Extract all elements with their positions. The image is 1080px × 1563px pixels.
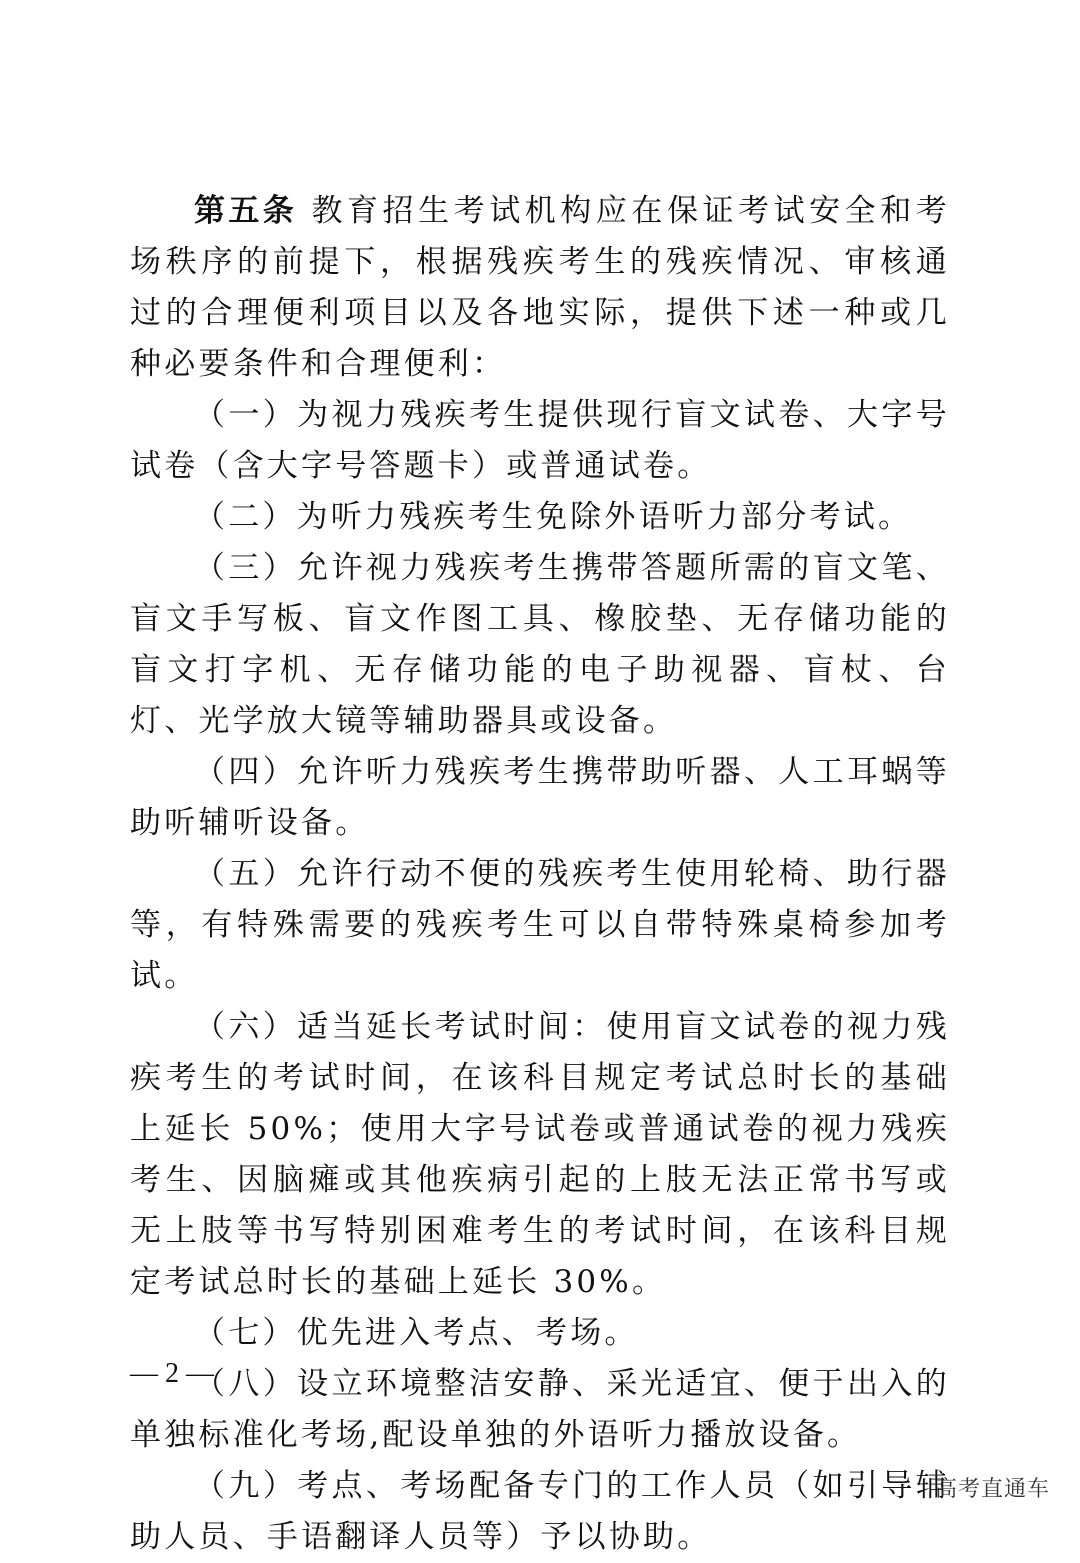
list-item-7: （七）优先进入考点、考场。 [194, 1315, 639, 1351]
watermark-text: 高考直通车 [934, 1477, 1050, 1502]
document-body [130, 186, 950, 1563]
list-item-2: （二）为听力残疾考生免除外语听力部分考试。 [194, 499, 913, 535]
list-item-8: （八）设立环境整洁安静、采光适宜、便于出入的单独标准化考场,配设单独的外语听力播放设备。 [130, 1366, 950, 1453]
list-item-3: （三）允许视力残疾考生携带答题所需的盲文笔、盲文手写板、盲文作图工具、橡胶垫、无存储功能的盲文打字机、无存储功能的电子助视器、盲杖、台灯、光学放大镜等辅助器具或设备。 [130, 550, 950, 739]
list-item-6: （六）适当延长考试时间：使用盲文试卷的视力残疾考生的考试时间，在该科目规定考试总时长的基础上延长 50%；使用大字号试卷或普通试卷的视力残疾考生、因脑瘫或其他疾病引起的上肢无法正常书写或无上肢等书写特别困难考生的考试时间，在该科目规定考试总时长的基础上延长 30%。 [130, 1009, 950, 1300]
article-paragraph [130, 186, 950, 390]
list-item-5: （五）允许行动不便的残疾考生使用轮椅、助行器等，有特殊需要的残疾考生可以自带特殊桌椅参加考试。 [130, 856, 950, 994]
article-heading: 第五条 [194, 193, 298, 229]
page-number: — 2 — [130, 1358, 214, 1389]
list-item-1: （一）为视力残疾考生提供现行盲文试卷、大字号试卷（含大字号答题卡）或普通试卷。 [130, 397, 950, 484]
list-item-4: （四）允许听力残疾考生携带助听器、人工耳蜗等助听辅听设备。 [130, 754, 950, 841]
list-item-9: （九）考点、考场配备专门的工作人员（如引导辅助人员、手语翻译人员等）予以协助。 [130, 1468, 950, 1555]
article-intro: 教育招生考试机构应在保证考试安全和考场秩序的前提下，根据残疾考生的残疾情况、审核通过的合理便利项目以及各地实际，提供下述一种或几种必要条件和合理便利： [130, 193, 950, 382]
